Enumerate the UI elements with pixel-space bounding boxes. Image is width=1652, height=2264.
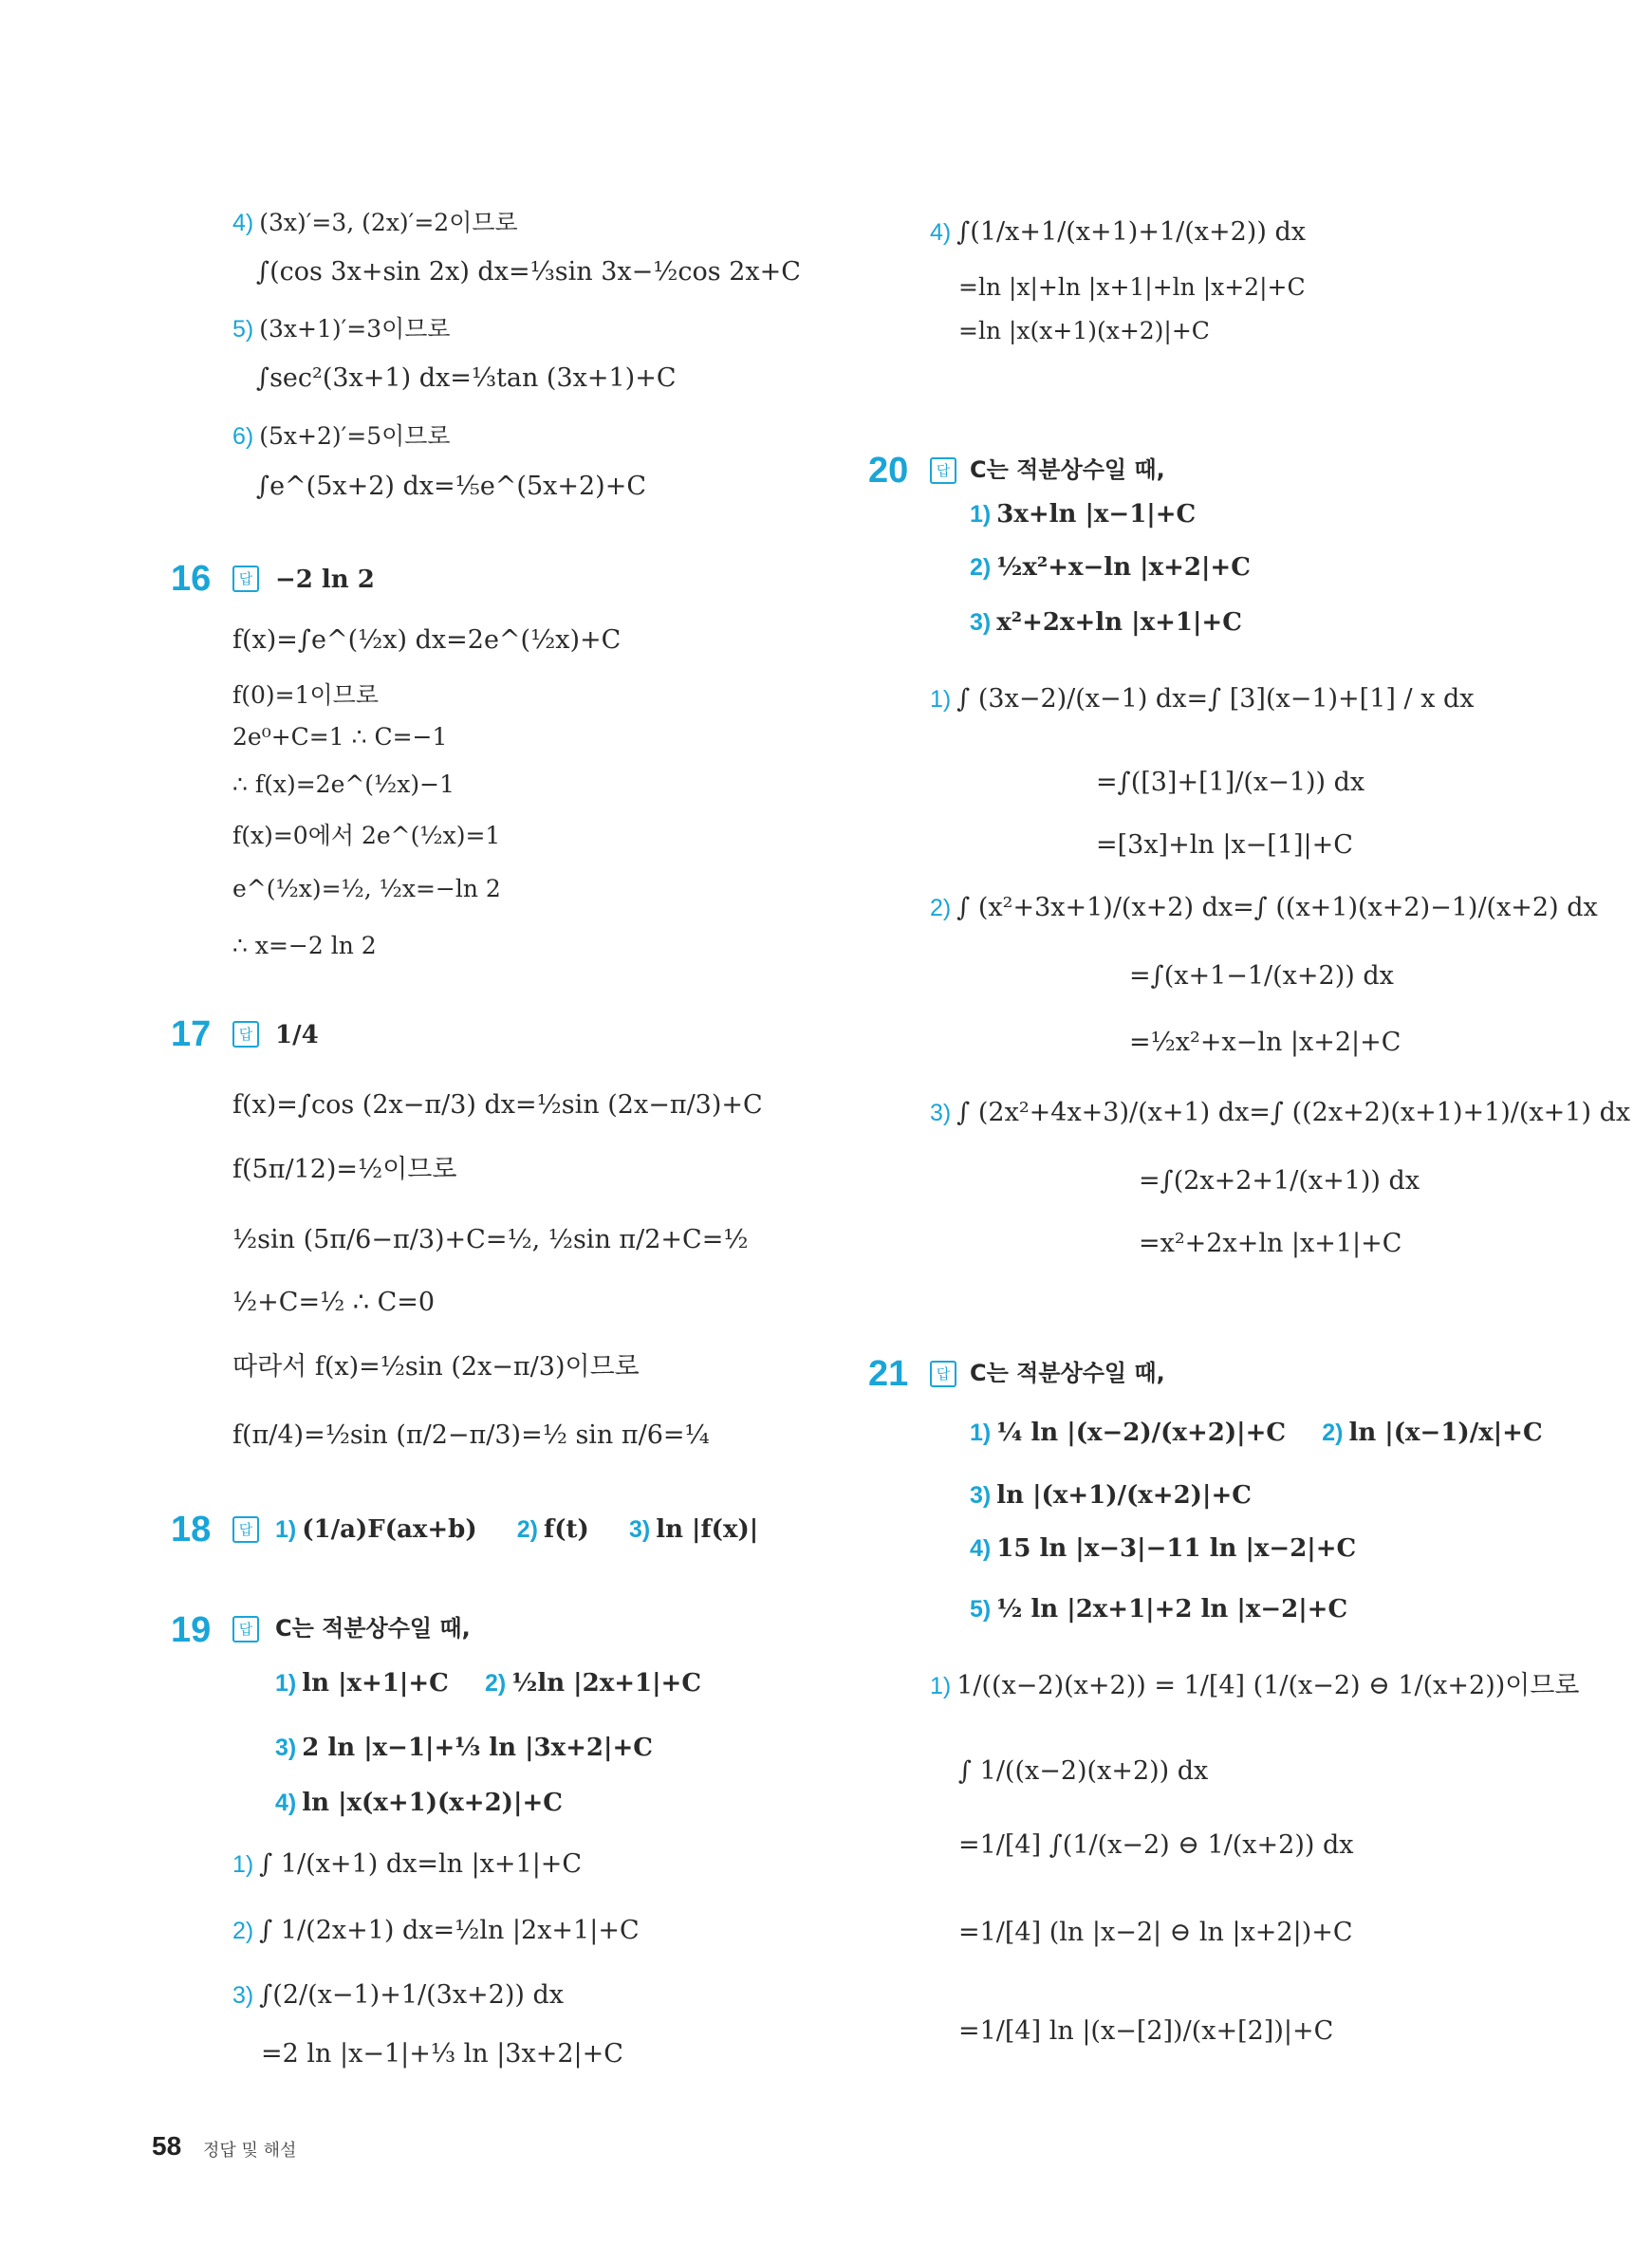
problem-number-16: 16 — [171, 559, 212, 599]
page-number: 58 — [152, 2131, 182, 2161]
problem-number-17: 17 — [171, 1014, 212, 1054]
solution-text: ∫ 1/(2x+1) dx=½ln |2x+1|+C — [259, 1916, 640, 1945]
answer-intro: C는 적분상수일 때, — [970, 456, 1165, 483]
p16-line: e^(½x)=½, ½x=−ln 2 — [232, 875, 501, 902]
p21-line: =1/[4] ln |(x−[2])/(x+[2])|+C — [958, 2016, 1334, 2046]
answer-badge: 답 — [232, 566, 259, 592]
p19-line — [232, 1917, 640, 1945]
item-number: 2) — [930, 895, 952, 921]
answer-19-1-2 — [275, 1668, 701, 1698]
p19-line — [232, 1850, 582, 1879]
answer-text: 3x+ln |x−1|+C — [996, 500, 1197, 529]
solution-text: (3x)′=3, (2x)′=2이므로 — [259, 209, 518, 236]
answer-18 — [275, 1514, 758, 1545]
p15-eq-6 — [256, 473, 646, 501]
item-number: 2) — [970, 554, 992, 581]
solution-text: ∫(2/(x−1)+1/(3x+2)) dx — [259, 1980, 565, 2010]
answer-text: ½ln |2x+1|+C — [511, 1669, 702, 1698]
p20-line: =∫(2x+2+1/(x+1)) dx — [1139, 1166, 1420, 1196]
item-number: 3) — [970, 609, 992, 636]
item-number: 3) — [970, 1482, 992, 1509]
p15-eq-4 — [256, 258, 801, 287]
footer-label: 정답 및 해설 — [203, 2141, 297, 2161]
item-number: 4) — [275, 1790, 297, 1816]
p20-line — [930, 894, 1598, 922]
answer-text: 2 ln |x−1|+⅓ ln |3x+2|+C — [302, 1734, 653, 1762]
problem-number-18: 18 — [171, 1510, 212, 1550]
answer-badge: 답 — [232, 1516, 259, 1543]
item-number: 6) — [232, 423, 254, 450]
item-number: 2) — [1322, 1420, 1344, 1446]
p21-line: ∫ 1/((x−2)(x+2)) dx — [958, 1756, 1209, 1786]
answer-21-5 — [970, 1594, 1347, 1624]
answer-text: ln |x(x+1)(x+2)|+C — [302, 1789, 563, 1817]
solution-text: (5x+2)′=5이므로 — [259, 422, 451, 450]
answer-16: −2 ln 2 — [275, 566, 375, 594]
solution-text: ∫sec²(3x+1) dx=⅓tan (3x+1)+C — [256, 363, 677, 393]
solution-text: ∫(cos 3x+sin 2x) dx=⅓sin 3x−½cos 2x+C — [256, 257, 801, 287]
p20-line: =x²+2x+ln |x+1|+C — [1139, 1229, 1402, 1258]
solution-text: ∫e^(5x+2) dx=⅕e^(5x+2)+C — [256, 472, 646, 501]
p20-line: =[3x]+ln |x−[1]|+C — [1096, 830, 1353, 860]
item-number: 1) — [232, 1851, 254, 1878]
item-number: 4) — [232, 210, 254, 236]
answer-20-1 — [970, 499, 1196, 529]
answer-badge: 답 — [930, 457, 956, 484]
answer-21-1-2 — [970, 1418, 1543, 1448]
p17-line: ½sin (5π/6−π/3)+C=½, ½sin π/2+C=½ — [232, 1225, 749, 1254]
answer-19-3 — [275, 1733, 653, 1763]
p16-line: f(0)=1이므로 — [232, 681, 379, 709]
p16-line: f(x)=∫e^(½x) dx=2e^(½x)+C — [232, 625, 622, 655]
p16-line: 2e⁰+C=1 ∴ C=−1 — [232, 723, 448, 751]
solution-text: ∫ (2x²+4x+3)/(x+1) dx=∫ ((2x+2)(x+1)+1)/(x+1) dx — [956, 1098, 1631, 1127]
item-number: 1) — [970, 501, 992, 528]
answer-intro: C는 적분상수일 때, — [970, 1360, 1165, 1386]
answer-20-2 — [970, 552, 1251, 583]
answer-text: ln |f(x)| — [656, 1515, 759, 1544]
p20-line: =½x²+x−ln |x+2|+C — [1129, 1028, 1401, 1057]
item-number: 4) — [930, 219, 952, 246]
answer-text: ln |x+1|+C — [302, 1669, 449, 1698]
p17-line: f(5π/12)=½이므로 — [232, 1155, 457, 1184]
answer-text: 15 ln |x−3|−11 ln |x−2|+C — [996, 1534, 1357, 1563]
p21-line: =1/[4] ∫(1/(x−2) ⊖ 1/(x+2)) dx — [958, 1830, 1354, 1860]
solution-text: ∫(1/x+1/(x+1)+1/(x+2)) dx — [956, 217, 1306, 247]
item-number: 1) — [275, 1670, 297, 1697]
p19-cont-line: =ln |x|+ln |x+1|+ln |x+2|+C — [958, 273, 1306, 301]
p19-line: =2 ln |x−1|+⅓ ln |3x+2|+C — [261, 2039, 623, 2069]
answer-badge: 답 — [930, 1361, 956, 1387]
p17-line: f(π/4)=½sin (π/2−π/3)=½ sin π/6=¼ — [232, 1420, 710, 1450]
answer-21-3 — [970, 1480, 1252, 1511]
answer-text: (1/a)F(ax+b) — [302, 1515, 477, 1544]
answer-19-4 — [275, 1788, 563, 1818]
answer-text: ¼ ln |(x−2)/(x+2)|+C — [996, 1419, 1287, 1447]
answer-21-4 — [970, 1533, 1356, 1564]
answer-text: f(t) — [544, 1515, 589, 1544]
p20-line — [930, 1099, 1630, 1127]
solution-text: ∫ (3x−2)/(x−1) dx=∫ [3](x−1)+[1] / x dx — [956, 684, 1475, 714]
p16-line: ∴ x=−2 ln 2 — [232, 932, 377, 959]
answer-text: ln |(x+1)/(x+2)|+C — [996, 1481, 1252, 1510]
answer-text: ln |(x−1)/x|+C — [1348, 1419, 1543, 1447]
item-number: 2) — [484, 1670, 507, 1697]
problem-number-20: 20 — [868, 451, 909, 491]
p20-line: =∫([3]+[1]/(x−1)) dx — [1096, 768, 1365, 797]
item-number: 1) — [275, 1516, 297, 1543]
p15-eq-5 — [256, 364, 676, 393]
item-number: 1) — [970, 1420, 992, 1446]
answer-badge: 답 — [232, 1021, 259, 1048]
p19-cont-line: =ln |x(x+1)(x+2)|+C — [958, 317, 1210, 344]
answer-17: 1/4 — [275, 1021, 319, 1049]
p19-line — [232, 1981, 564, 2010]
solution-text: 1/((x−2)(x+2)) = 1/[4] (1/(x−2) ⊖ 1/(x+2))이므로 — [956, 1671, 1580, 1700]
problem-number-19: 19 — [171, 1610, 212, 1650]
item-number: 5) — [232, 316, 254, 343]
p20-line: =∫(x+1−1/(x+2)) dx — [1129, 961, 1394, 991]
answer-text: ½x²+x−ln |x+2|+C — [996, 553, 1251, 582]
answer-text: ½ ln |2x+1|+2 ln |x−2|+C — [996, 1595, 1348, 1624]
item-number: 3) — [930, 1100, 952, 1126]
item-number: 3) — [628, 1516, 651, 1543]
item-number: 4) — [970, 1535, 992, 1562]
solution-text: (3x+1)′=3이므로 — [259, 315, 451, 343]
solution-text: ∫ 1/(x+1) dx=ln |x+1|+C — [259, 1849, 583, 1879]
answer-text: x²+2x+ln |x+1|+C — [996, 608, 1242, 637]
item-number: 2) — [516, 1516, 539, 1543]
answer-intro: C는 적분상수일 때, — [275, 1615, 471, 1642]
p16-line: f(x)=0에서 2e^(½x)=1 — [232, 822, 501, 849]
p20-line — [930, 685, 1475, 714]
p21-line: =1/[4] (ln |x−2| ⊖ ln |x+2|)+C — [958, 1918, 1353, 1947]
item-number: 2) — [232, 1918, 254, 1944]
item-number: 1) — [930, 686, 952, 713]
p17-line: f(x)=∫cos (2x−π/3) dx=½sin (2x−π/3)+C — [232, 1090, 763, 1120]
item-number: 5) — [970, 1596, 992, 1623]
p19-cont-line — [930, 218, 1306, 247]
item-number: 1) — [930, 1673, 952, 1699]
item-number: 3) — [275, 1735, 297, 1761]
p15-line-5 — [232, 315, 451, 343]
p16-line: ∴ f(x)=2e^(½x)−1 — [232, 770, 455, 798]
p15-line-4 — [232, 209, 518, 237]
answer-badge: 답 — [232, 1616, 259, 1642]
p21-line — [930, 1672, 1580, 1700]
problem-number-21: 21 — [868, 1354, 909, 1394]
p15-line-6 — [232, 422, 451, 451]
p17-line: 따라서 f(x)=½sin (2x−π/3)이므로 — [232, 1352, 640, 1382]
answer-20-3 — [970, 607, 1242, 638]
solution-text: ∫ (x²+3x+1)/(x+2) dx=∫ ((x+1)(x+2)−1)/(x+2) dx — [956, 893, 1598, 922]
p17-line: ½+C=½ ∴ C=0 — [232, 1288, 436, 1317]
item-number: 3) — [232, 1982, 254, 2009]
